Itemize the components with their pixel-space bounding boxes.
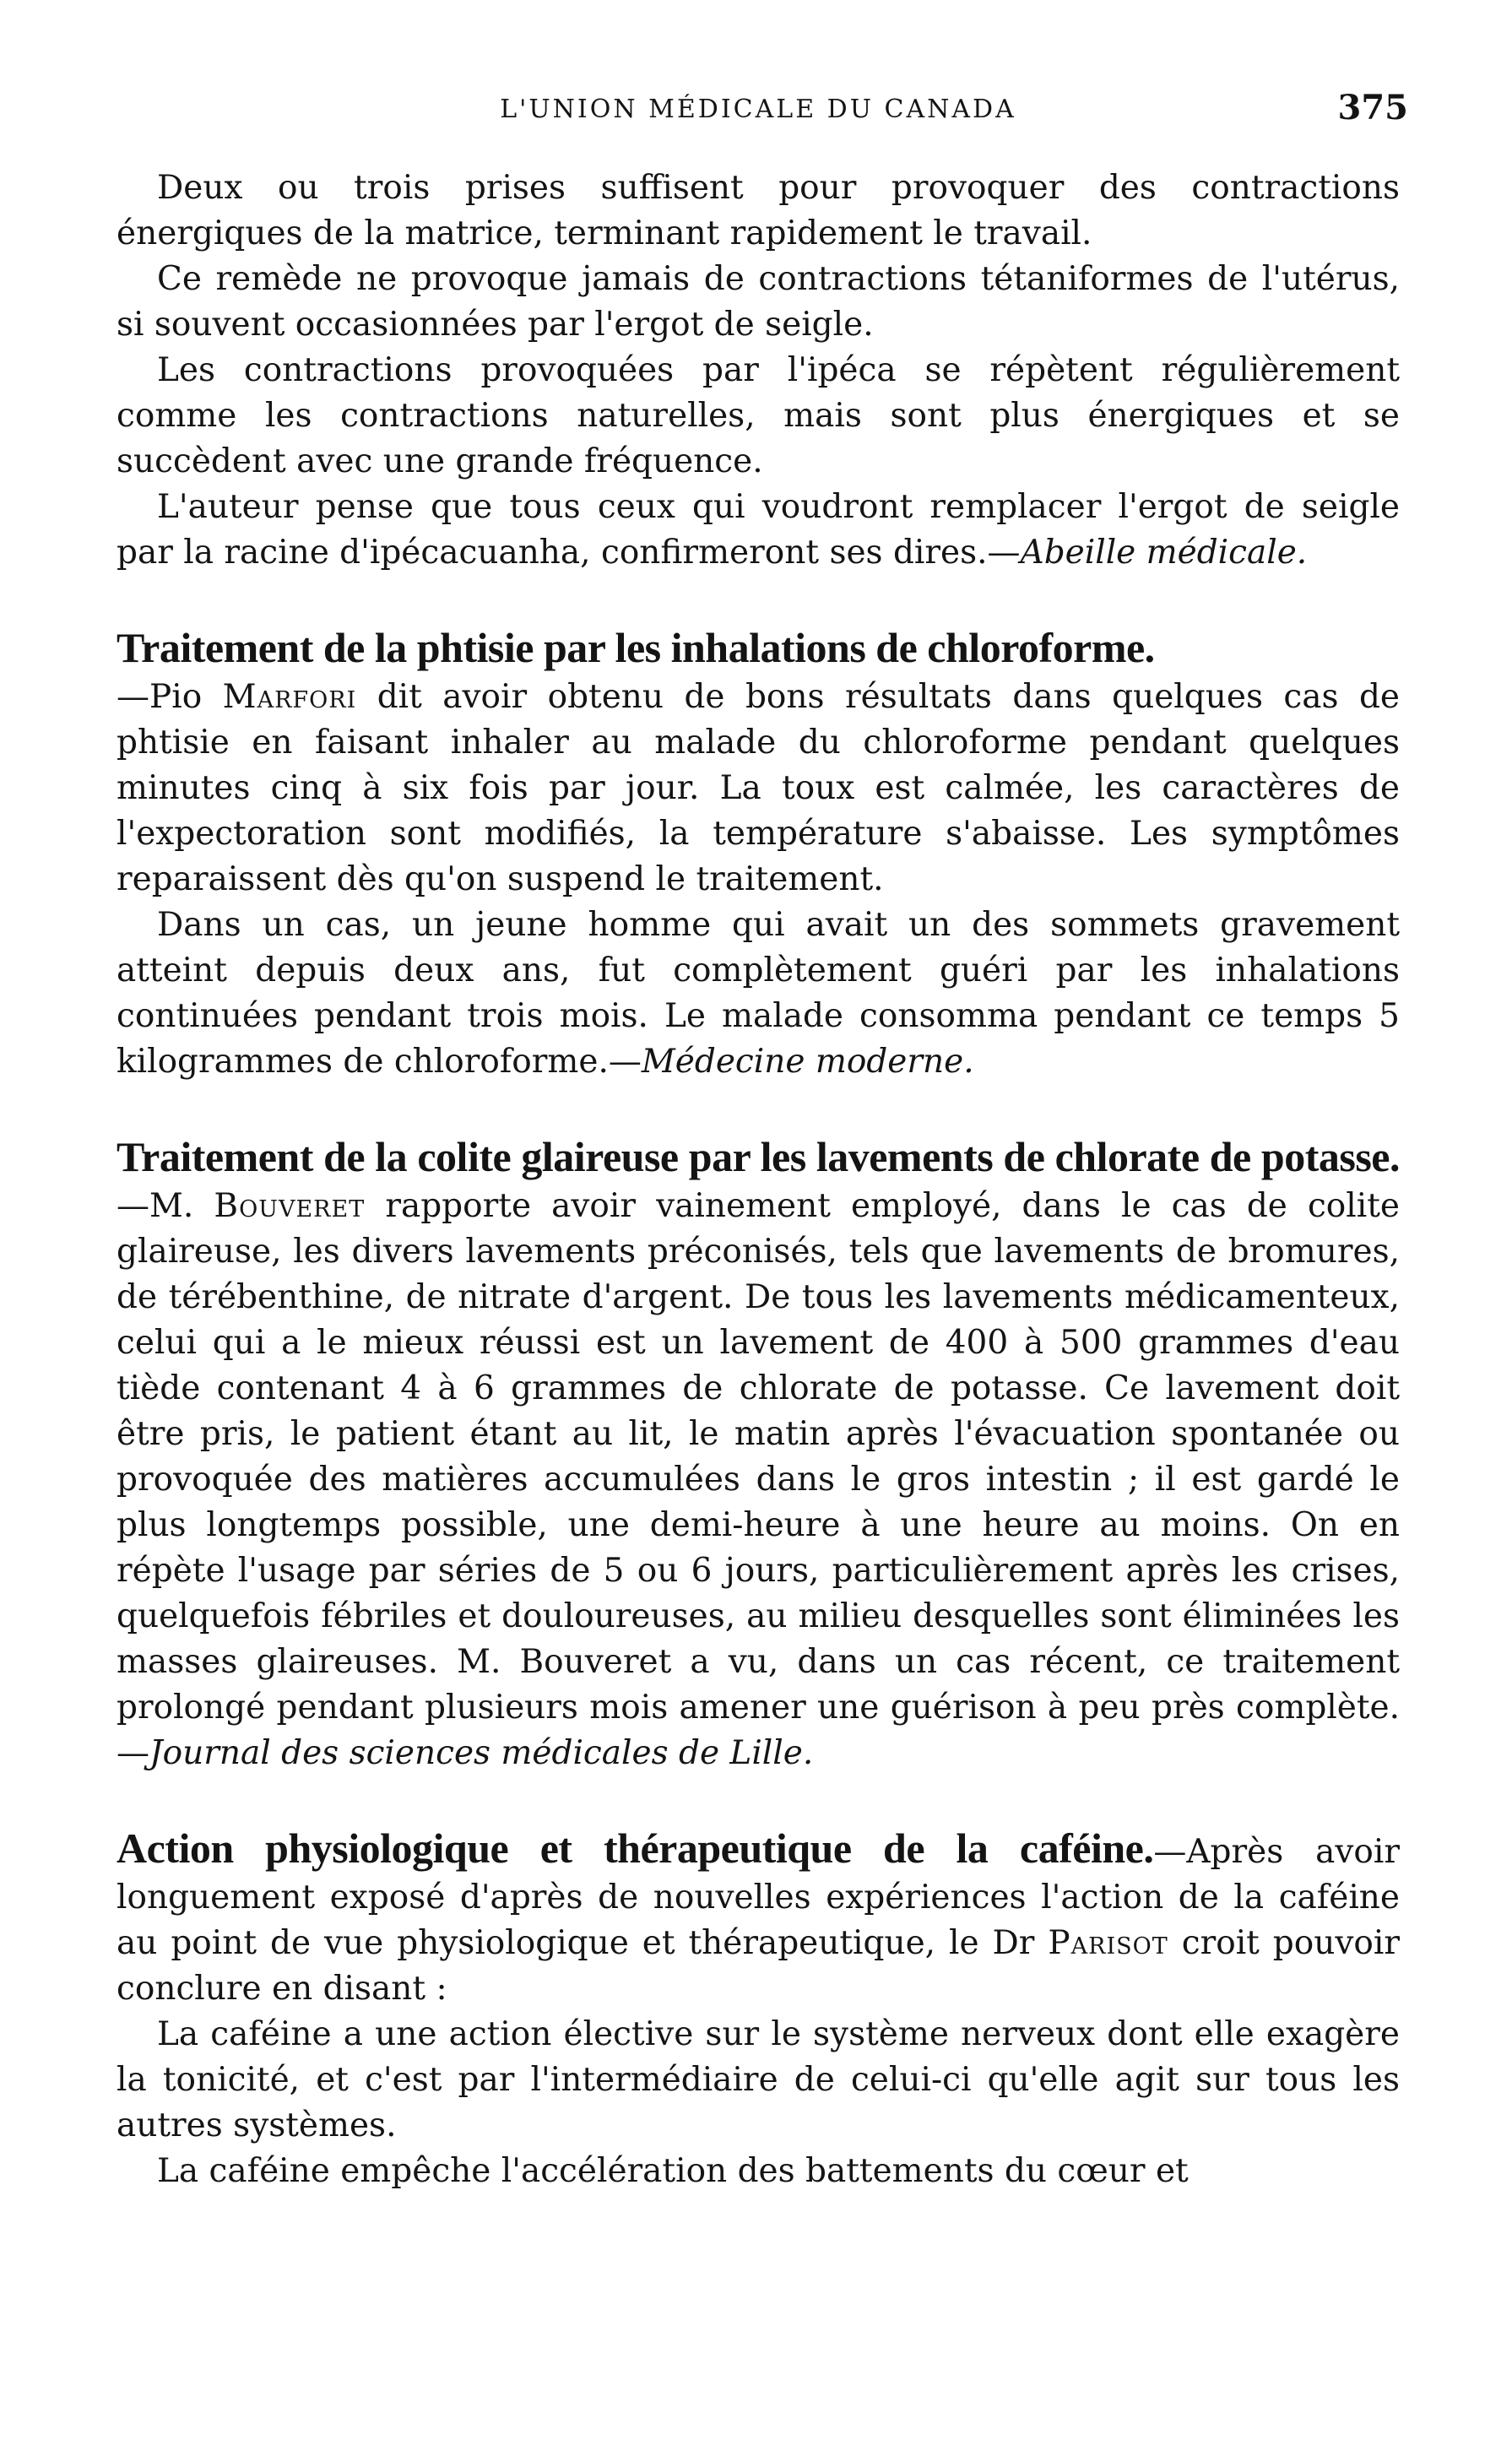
paragraph-text: dit avoir obtenu de bons résultats dans quelques cas de phtisie en faisant inhaler au malade du chloroforme pendant quelques minutes cinq à six fois par jour. La toux est calmée, les caractères de l'expectoration sont modifiés, la température s'abaisse. Les symptômes reparaissent dès qu'on suspend le traitement. (117, 678, 1400, 898)
author-name: Parisot (1048, 1924, 1168, 1962)
paragraph-lead: —Pio (117, 678, 223, 716)
source-citation: Journal des sciences médicales de Lille. (149, 1734, 814, 1772)
paragraph (117, 165, 1400, 257)
page (117, 84, 1408, 2194)
section-heading: Action physiologique et thérapeutique de la caféine. (117, 1824, 1154, 1872)
paragraph (117, 675, 1400, 903)
paragraph (117, 1134, 1400, 1776)
paragraph-text: rapporte avoir vainement employé, dans le cas de colite glaireuse, les divers lavements préconisés, tels que lavements de bromures, de térébenthine, de nitrate d'argent. De tous les lavements médicamenteux, celui qui a le mieux réussi est un lavement de 400 à 500 grammes d'eau tiède contenant 4 à 6 grammes de chlorate de potasse. Ce lavement doit être pris, le patient étant au lit, le matin après l'évacuation spontanée ou provoquée des matières accumulées dans le gros intestin ; il est gardé le plus longtemps possible, une demi-heure à une heure au moins. On en répète l'usage par séries de 5 ou 6 jours, particulièrement après les crises, quelquefois fébriles et douloureuses, au milieu desquelles sont éliminées les masses glaireuses. M. Bouveret a vu, dans un cas récent, ce traitement prolongé pendant plusieurs mois amener une guérison à peu près complète.— (117, 1187, 1400, 1772)
paragraph (117, 485, 1400, 576)
paragraph-text: Dans un cas, un jeune homme qui avait un des sommets gravement atteint depuis deux ans, fut complètement guéri par les inhalations continuées pendant trois mois. Le malade consomma pendant ce temps 5 kilogrammes de chloroforme.— (117, 906, 1400, 1081)
page-number: 375 (1337, 88, 1408, 127)
source-citation: Médecine moderne. (641, 1043, 974, 1081)
author-name: Bouveret (214, 1187, 366, 1225)
section-phtisie (117, 625, 1400, 1085)
section-heading-paragraph (117, 625, 1400, 675)
paragraph (117, 348, 1400, 485)
paragraph (117, 1825, 1400, 2012)
author-name: Marfori (222, 678, 357, 716)
article-body (117, 165, 1400, 2194)
section-ipeca (117, 165, 1400, 576)
source-citation: Abeille médicale. (1020, 534, 1308, 572)
paragraph-text: Ce remède ne provoque jamais de contractions tétaniformes de l'utérus, si souvent occasionnées par l'ergot de seigle. (117, 260, 1400, 344)
section-heading: Traitement de la colite glaireuse par les lavements de chlorate de potasse. (117, 1133, 1400, 1180)
paragraph (117, 2149, 1400, 2194)
paragraph (117, 903, 1400, 1085)
paragraph-text: La caféine empêche l'accélération des battements du cœur et (157, 2152, 1189, 2190)
paragraph-text: L'auteur pense que tous ceux qui voudront remplacer l'ergot de seigle par la racine d'ipécacuanha, confirmeront ses dires.— (117, 488, 1400, 572)
paragraph-lead: —Après avoir longuement exposé d'après de nouvelles expériences l'action de la caféine au point de vue physiologique et thérapeutique, le Dr (117, 1833, 1400, 1962)
paragraph (117, 257, 1400, 348)
paragraph-text: Deux ou trois prises suffisent pour provoquer des contractions énergiques de la matrice, terminant rapidement le travail. (117, 169, 1400, 252)
running-header (117, 84, 1408, 144)
section-colite (117, 1134, 1400, 1776)
paragraph (117, 2012, 1400, 2149)
paragraph-text: croit pouvoir conclure en disant : (117, 1924, 1400, 2008)
paragraph-text: Les contractions provoquées par l'ipéca se répètent régulièrement comme les contractions naturelles, mais sont plus énergiques et se succèdent avec une grande fréquence. (117, 351, 1400, 480)
paragraph-lead: —M. (117, 1187, 214, 1225)
running-title: L'UNION MÉDICALE DU CANADA (500, 95, 1016, 124)
section-cafeine (117, 1825, 1400, 2194)
paragraph-text: La caféine a une action élective sur le système nerveux dont elle exagère la tonicité, et c'est par l'intermédiaire de celui-ci qu'elle agit sur tous les autres systèmes. (117, 2015, 1400, 2144)
section-heading: Traitement de la phtisie par les inhalations de chloroforme. (117, 624, 1155, 671)
